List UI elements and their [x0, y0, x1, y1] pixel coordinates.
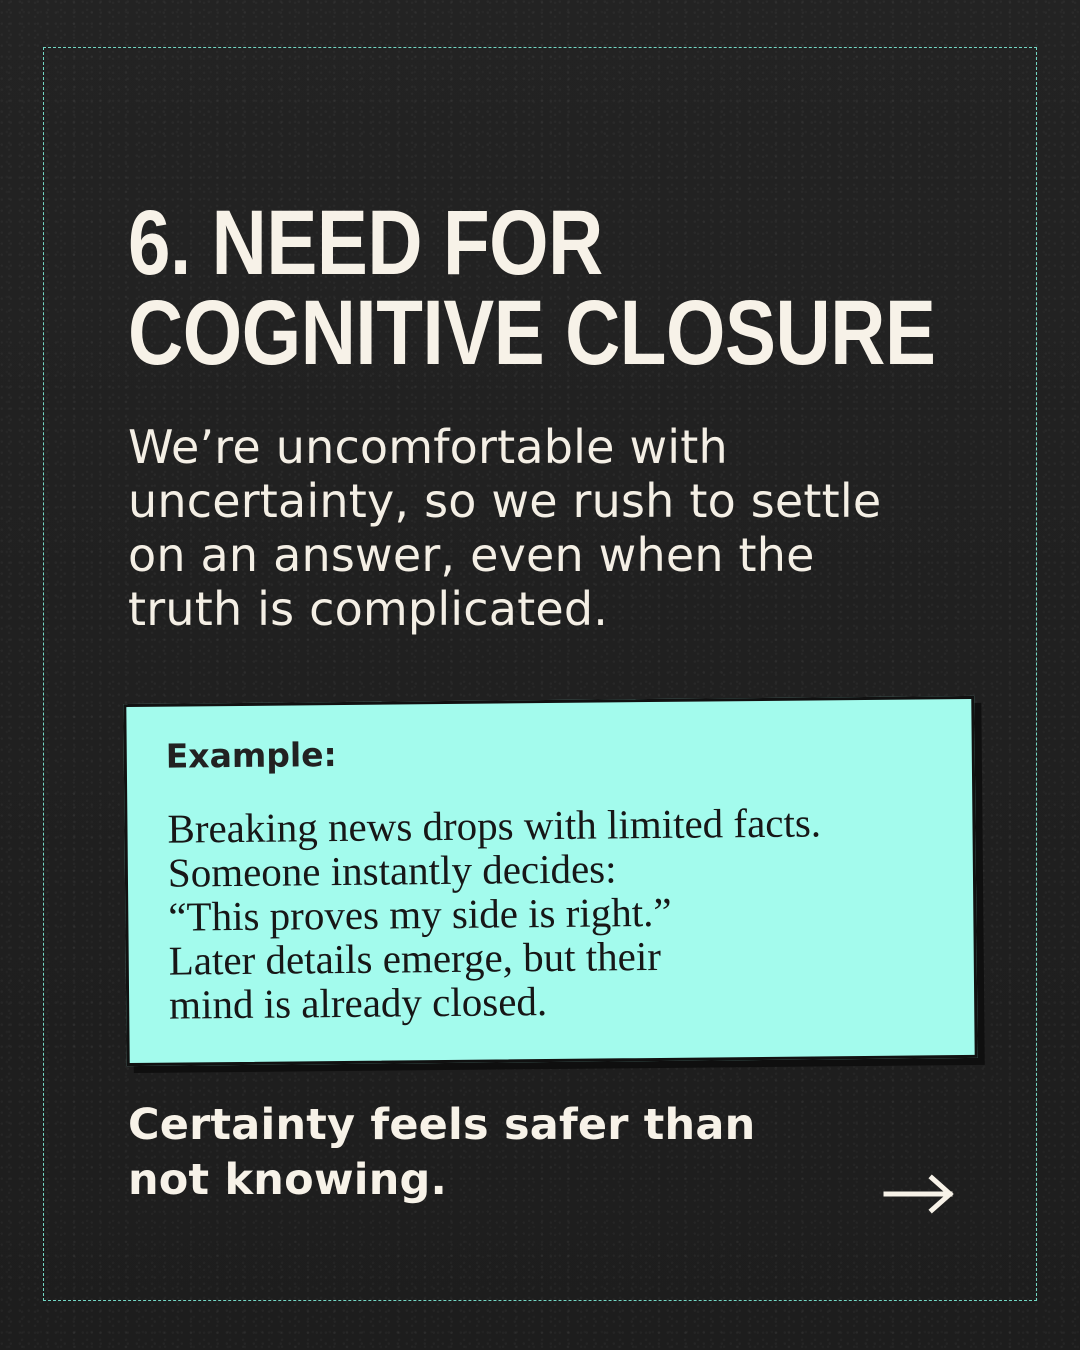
intro-text [128, 420, 988, 636]
example-line-2: Someone instantly decides: [167, 845, 617, 896]
intro-line-4: truth is complicated. [128, 582, 609, 636]
intro-line-1: We’re uncomfortable with [128, 420, 728, 474]
example-card [123, 696, 977, 1066]
intro-line-3: on an answer, even when the [128, 528, 815, 582]
example-line-1: Breaking news drops with limited facts. [167, 799, 822, 852]
example-line-5: mind is already closed. [168, 978, 548, 1028]
example-body [167, 799, 949, 1026]
closing-text [128, 1098, 888, 1208]
closing-line-1: Certainty feels safer than [128, 1100, 756, 1150]
arrow-right-icon [880, 1168, 960, 1220]
title-line-2: COGNITIVE CLOSURE [128, 282, 936, 384]
closing-line-2: not knowing. [128, 1155, 448, 1205]
intro-line-2: uncertainty, so we rush to settle [128, 474, 882, 528]
slide-title [128, 192, 936, 384]
example-line-4: Later details emerge, but their [168, 932, 662, 984]
example-label: Example: [165, 735, 337, 776]
title-line-1: 6. NEED FOR [128, 192, 603, 294]
next-arrow-button[interactable] [880, 1168, 960, 1220]
example-line-3: “This proves my side is right.” [168, 888, 672, 940]
